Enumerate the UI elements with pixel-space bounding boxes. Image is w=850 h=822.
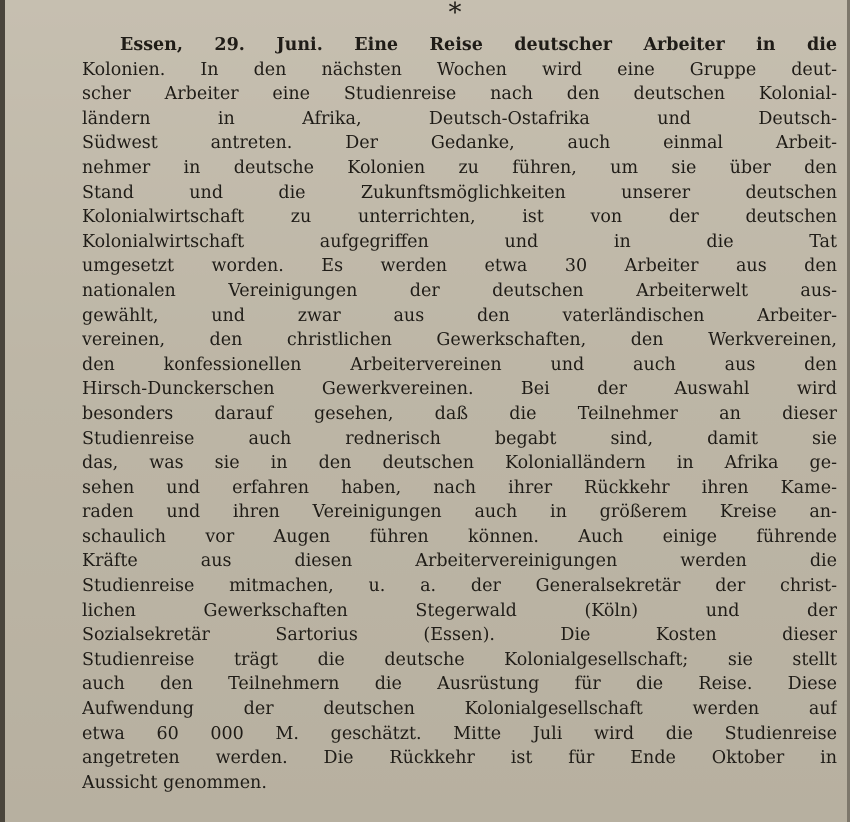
article-line: umgesetzt worden. Es werden etwa 30 Arbeiter aus den <box>82 256 837 277</box>
article-line: Kolonialwirtschaft zu unterrichten, ist von der deutschen <box>82 207 837 228</box>
article-line: auch den Teilnehmern die Ausrüstung für die Reise. Diese <box>82 674 837 695</box>
article-line: Südwest antreten. Der Gedanke, auch einmal Arbeit- <box>82 133 837 154</box>
article-line: Sozialsekretär Sartorius (Essen). Die Kosten dieser <box>82 625 837 646</box>
article-line: etwa 60 000 M. geschätzt. Mitte Juli wird die Studienreise <box>82 723 837 744</box>
article-line: sehen und erfahren haben, nach ihrer Rückkehr ihren Kame- <box>82 477 837 498</box>
article-line: nationalen Vereinigungen der deutschen Arbeiterwelt aus- <box>82 280 837 301</box>
section-asterisk: * <box>448 0 462 28</box>
article-line: schaulich vor Augen führen können. Auch einige führende <box>82 526 837 547</box>
article-line: vereinen, den christlichen Gewerkschaften, den Werkvereinen, <box>82 330 837 351</box>
article-line: nehmer in deutsche Kolonien zu führen, um sie über den <box>82 157 837 178</box>
article-line: Studienreise mitmachen, u. a. der Generalsekretär der christ- <box>82 576 837 597</box>
article-line: gewählt, und zwar aus den vaterländischen Arbeiter- <box>82 305 837 326</box>
article-line: Aufwendung der deutschen Kolonialgesellschaft werden auf <box>82 699 837 720</box>
article-line: Studienreise trägt die deutsche Kolonialgesellschaft; sie stellt <box>82 649 837 670</box>
article-line: scher Arbeiter eine Studienreise nach den deutschen Kolonial- <box>82 84 837 105</box>
article-line: Hirsch-Dunckerschen Gewerkvereinen. Bei der Auswahl wird <box>82 379 837 400</box>
article-headline-line: Essen, 29. Juni. Eine Reise deutscher Arbeiter in die <box>120 35 837 55</box>
left-column-rule <box>0 0 5 822</box>
article-line: Stand und die Zukunftsmöglichkeiten unserer deutschen <box>82 182 837 203</box>
article-line: raden und ihren Vereinigungen auch in größerem Kreise an- <box>82 502 837 523</box>
article-body <box>82 33 837 795</box>
article-line: Kolonialwirtschaft aufgegriffen und in die Tat <box>82 231 837 252</box>
article-line: lichen Gewerkschaften Stegerwald (Köln) und der <box>82 600 837 621</box>
article-line: Studienreise auch rednerisch begabt sind, damit sie <box>82 428 837 449</box>
article-line: besonders darauf gesehen, daß die Teilnehmer an dieser <box>82 403 837 424</box>
article-line: den konfessionellen Arbeitervereinen und auch aus den <box>82 354 837 375</box>
article-line: Kolonien. In den nächsten Wochen wird eine Gruppe deut- <box>82 59 837 80</box>
article-line: das, was sie in den deutschen Kolonialländern in Afrika ge- <box>82 453 837 474</box>
article-line: Kräfte aus diesen Arbeitervereinigungen werden die <box>82 551 837 572</box>
article-line: angetreten werden. Die Rückkehr ist für Ende Oktober in <box>82 748 837 769</box>
article-line: ländern in Afrika, Deutsch-Ostafrika und Deutsch- <box>82 108 837 129</box>
article-line: Aussicht genommen. <box>82 772 267 793</box>
